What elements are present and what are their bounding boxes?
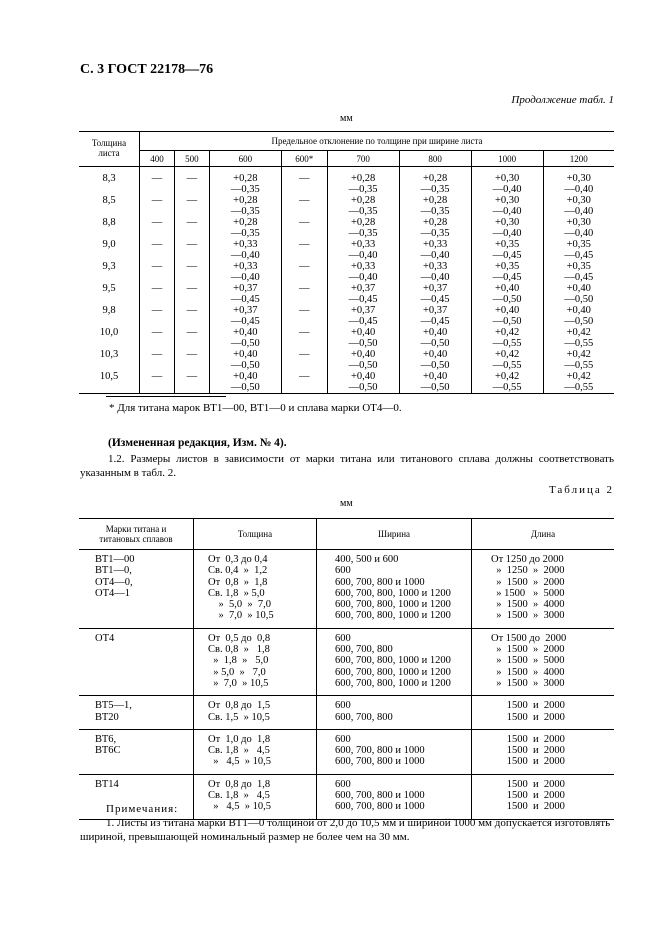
length-cell: 1500 и 2000 1500 и 2000 1500 и 2000: [472, 774, 615, 819]
width-header-600: 600: [209, 151, 281, 167]
tolerance-cell: +0,40 —0,50: [471, 283, 543, 305]
thickness-cell: 8,3: [102, 173, 116, 184]
width-cell: 600 600, 700, 800: [317, 696, 472, 730]
tolerance-cell: +0,42 —0,55: [471, 327, 543, 349]
thickness-cell: 9,8: [102, 305, 116, 316]
tolerance-cell: +0,35 —0,45: [543, 261, 614, 283]
thickness-cell: 10,5: [99, 371, 119, 382]
tolerance-cell: —: [140, 167, 175, 196]
tolerance-cell: +0,28 —0,35: [399, 217, 471, 239]
tolerance-cell: +0,37 —0,45: [209, 283, 281, 305]
table-row: [79, 628, 614, 695]
tolerance-cell: —: [174, 371, 209, 394]
width-header-700: 700: [327, 151, 399, 167]
tolerance-cell: —: [174, 239, 209, 261]
thickness-cell: 9,5: [102, 283, 116, 294]
tolerance-cell: +0,28 —0,35: [399, 195, 471, 217]
tolerance-cell: +0,35 —0,45: [543, 239, 614, 261]
tolerance-cell: —: [140, 305, 175, 327]
tolerance-cell: +0,33 —0,40: [327, 239, 399, 261]
width-cell: 600 600, 700, 800 и 1000 600, 700, 800 и 1000: [317, 774, 472, 819]
table-continuation-label: Продолжение табл. 1: [511, 94, 614, 106]
grade-column-header: Марки титана и титановых сплавов: [79, 519, 194, 550]
tolerance-cell: —: [140, 217, 175, 239]
tolerance-cell: +0,42 —0,55: [543, 349, 614, 371]
tolerance-cell: —: [140, 327, 175, 349]
tolerance-cell: +0,28 —0,35: [327, 195, 399, 217]
thickness-column-header: Толщина листа: [79, 132, 140, 167]
page-header: С. 3 ГОСТ 22178—76: [80, 62, 214, 77]
thickness-range-cell: От 0,3 до 0,4 Св. 0,4 » 1,2 От 0,8 » 1,8 Св. 1,8 » 5,0 » 5,0 » 7,0 » 7,0 » 10,5: [194, 550, 317, 629]
tolerance-cell: —: [281, 305, 327, 327]
tolerance-cell: +0,40 —0,50: [327, 371, 399, 394]
tolerance-table: [79, 131, 614, 394]
tolerance-cell: +0,42 —0,55: [543, 371, 614, 394]
tolerance-cell: +0,30 —0,40: [471, 195, 543, 217]
tolerance-cell: +0,40 —0,50: [399, 349, 471, 371]
tolerance-cell: +0,30 —0,40: [471, 167, 543, 196]
width-header-1000: 1000: [471, 151, 543, 167]
tolerance-cell: +0,37 —0,45: [327, 305, 399, 327]
tolerance-cell: —: [281, 327, 327, 349]
tolerance-cell: +0,28 —0,35: [209, 217, 281, 239]
tolerance-cell: —: [140, 283, 175, 305]
tolerance-cell: —: [174, 327, 209, 349]
length-cell: 1500 и 2000 1500 и 2000 1500 и 2000: [472, 729, 615, 774]
tolerance-cell: —: [281, 349, 327, 371]
tolerance-cell: +0,30 —0,40: [471, 217, 543, 239]
tolerance-cell: +0,37 —0,45: [209, 305, 281, 327]
tolerance-cell: —: [174, 167, 209, 196]
tolerance-cell: —: [281, 167, 327, 196]
thickness-cell: 9,3: [102, 261, 116, 272]
unit-label-table1: мм: [340, 113, 353, 124]
unit-label-table2: мм: [340, 498, 353, 509]
table-row: [79, 217, 614, 239]
width-header-1200: 1200: [543, 151, 614, 167]
tolerance-cell: +0,37 —0,45: [399, 283, 471, 305]
thickness-range-cell: От 1,0 до 1,8 Св. 1,8 » 4,5 » 4,5 » 10,5: [194, 729, 317, 774]
tolerance-cell: +0,40 —0,50: [327, 349, 399, 371]
revision-note: (Измененная редакция, Изм. № 4).: [108, 437, 287, 449]
length-cell: 1500 и 2000 1500 и 2000: [472, 696, 615, 730]
width-column-header: Ширина: [317, 519, 472, 550]
tolerance-cell: —: [281, 195, 327, 217]
tolerance-cell: +0,28 —0,35: [399, 167, 471, 196]
tolerance-cell: +0,40 —0,50: [209, 349, 281, 371]
tolerance-cell: +0,40 —0,50: [471, 305, 543, 327]
tolerance-cell: —: [174, 349, 209, 371]
tolerance-cell: —: [140, 261, 175, 283]
table-row: [79, 327, 614, 349]
footnote: * Для титана марок ВТ1—00, ВТ1—0 и сплава марки ОТ4—0.: [109, 402, 402, 414]
tolerance-cell: +0,40 —0,50: [399, 327, 471, 349]
width-header-400: 400: [140, 151, 175, 167]
tolerance-cell: +0,35 —0,45: [471, 261, 543, 283]
width-cell: 600 600, 700, 800 600, 700, 800, 1000 и 1200 600, 700, 800, 1000 и 1200 600, 700, 800, 1000 и 1200: [317, 628, 472, 695]
table-row: [79, 239, 614, 261]
tolerance-cell: —: [140, 371, 175, 394]
paragraph-1-2: 1.2. Размеры листов в зависимости от марки титана или титанового сплава должны соответствовать указанным в табл. 2.: [80, 453, 614, 479]
tolerance-cell: —: [140, 239, 175, 261]
table-row: [79, 195, 614, 217]
thickness-cell: 9,0: [102, 239, 116, 250]
tolerance-cell: —: [174, 261, 209, 283]
grade-cell: ВТ6, ВТ6С: [79, 729, 194, 774]
tolerance-cell: +0,35 —0,45: [471, 239, 543, 261]
tolerance-cell: +0,37 —0,45: [399, 305, 471, 327]
tolerance-group-header: Предельное отклонение по толщине при ширине листа: [140, 132, 615, 151]
footnote-divider: [106, 396, 226, 397]
tolerance-cell: +0,37 —0,45: [327, 283, 399, 305]
sizes-table: [79, 518, 614, 820]
table-row: [79, 371, 614, 394]
width-cell: 600 600, 700, 800 и 1000 600, 700, 800 и 1000: [317, 729, 472, 774]
tolerance-cell: +0,30 —0,40: [543, 217, 614, 239]
length-column-header: Длина: [472, 519, 615, 550]
thickness-cell: 8,8: [102, 217, 116, 228]
length-cell: От 1500 до 2000 » 1500 » 2000 » 1500 » 5000 » 1500 » 4000 » 1500 » 3000: [472, 628, 615, 695]
grade-cell: ОТ4: [79, 628, 194, 695]
table2-label: Таблица 2: [548, 484, 614, 496]
tolerance-cell: +0,40 —0,50: [209, 327, 281, 349]
thickness-range-cell: От 0,8 до 1,5 Св. 1,5 » 10,5: [194, 696, 317, 730]
thickness-column-header-2: Толщина: [194, 519, 317, 550]
tolerance-cell: +0,40 —0,50: [209, 371, 281, 394]
table-row: [79, 261, 614, 283]
tolerance-cell: —: [174, 305, 209, 327]
tolerance-cell: +0,33 —0,40: [209, 261, 281, 283]
table-row: [79, 550, 614, 629]
tolerance-cell: —: [174, 195, 209, 217]
table-row: [79, 696, 614, 730]
tolerance-cell: +0,28 —0,35: [209, 195, 281, 217]
grade-cell: ВТ5—1, ВТ20: [79, 696, 194, 730]
tolerance-cell: +0,33 —0,40: [399, 261, 471, 283]
tolerance-cell: —: [174, 217, 209, 239]
note-1: 1. Листы из титана марки ВТ1—0 толщиной от 2,0 до 10,5 мм и шириной 1000 мм допускается изготовлять шириной, превышающей номинальный размер не более чем на 30 мм.: [80, 817, 611, 843]
thickness-cell: 10,0: [99, 327, 119, 338]
tolerance-cell: —: [281, 239, 327, 261]
tolerance-cell: +0,42 —0,55: [471, 349, 543, 371]
tolerance-cell: +0,28 —0,35: [327, 217, 399, 239]
tolerance-cell: +0,30 —0,40: [543, 195, 614, 217]
tolerance-cell: +0,40 —0,50: [543, 283, 614, 305]
tolerance-cell: +0,33 —0,40: [327, 261, 399, 283]
tolerance-cell: +0,40 —0,50: [327, 327, 399, 349]
width-header-500: 500: [174, 151, 209, 167]
tolerance-cell: +0,33 —0,40: [399, 239, 471, 261]
tolerance-cell: +0,28 —0,35: [327, 167, 399, 196]
tolerance-cell: +0,30 —0,40: [543, 167, 614, 196]
tolerance-cell: —: [281, 283, 327, 305]
notes-title: Примечания:: [106, 803, 179, 815]
table-row: [79, 729, 614, 774]
width-cell: 400, 500 и 600 600 600, 700, 800 и 1000 600, 700, 800, 1000 и 1200 600, 700, 800, 1000 и 1200 600, 700, 800, 1000 и 1200: [317, 550, 472, 629]
tolerance-cell: —: [281, 217, 327, 239]
grade-cell: ВТ1—00 ВТ1—0, ОТ4—0, ОТ4—1: [79, 550, 194, 629]
tolerance-cell: —: [281, 261, 327, 283]
tolerance-cell: —: [174, 283, 209, 305]
tolerance-cell: +0,33 —0,40: [209, 239, 281, 261]
thickness-range-cell: От 0,5 до 0,8 Св. 0,8 » 1,8 » 1,8 » 5,0 » 5,0 » 7,0 » 7,0 » 10,5: [194, 628, 317, 695]
width-header-600-star: 600*: [281, 151, 327, 167]
tolerance-cell: +0,42 —0,55: [543, 327, 614, 349]
tolerance-cell: +0,28 —0,35: [209, 167, 281, 196]
tolerance-cell: —: [140, 195, 175, 217]
table-row: [79, 349, 614, 371]
tolerance-cell: —: [140, 349, 175, 371]
width-header-800: 800: [399, 151, 471, 167]
table-row: [79, 305, 614, 327]
table-row: [79, 167, 614, 196]
table-row: [79, 283, 614, 305]
tolerance-cell: +0,40 —0,50: [399, 371, 471, 394]
length-cell: От 1250 до 2000 » 1250 » 2000 » 1500 » 2000 » 1500 » 5000 » 1500 » 4000 » 1500 » 3000: [472, 550, 615, 629]
tolerance-cell: +0,40 —0,50: [543, 305, 614, 327]
tolerance-cell: +0,42 —0,55: [471, 371, 543, 394]
thickness-cell: 10,3: [99, 349, 119, 360]
grade-cell: ВТ14: [79, 774, 194, 819]
thickness-range-cell: От 0,8 до 1,8 Св. 1,8 » 4,5 » 4,5 » 10,5: [194, 774, 317, 819]
thickness-cell: 8,5: [102, 195, 116, 206]
tolerance-cell: —: [281, 371, 327, 394]
